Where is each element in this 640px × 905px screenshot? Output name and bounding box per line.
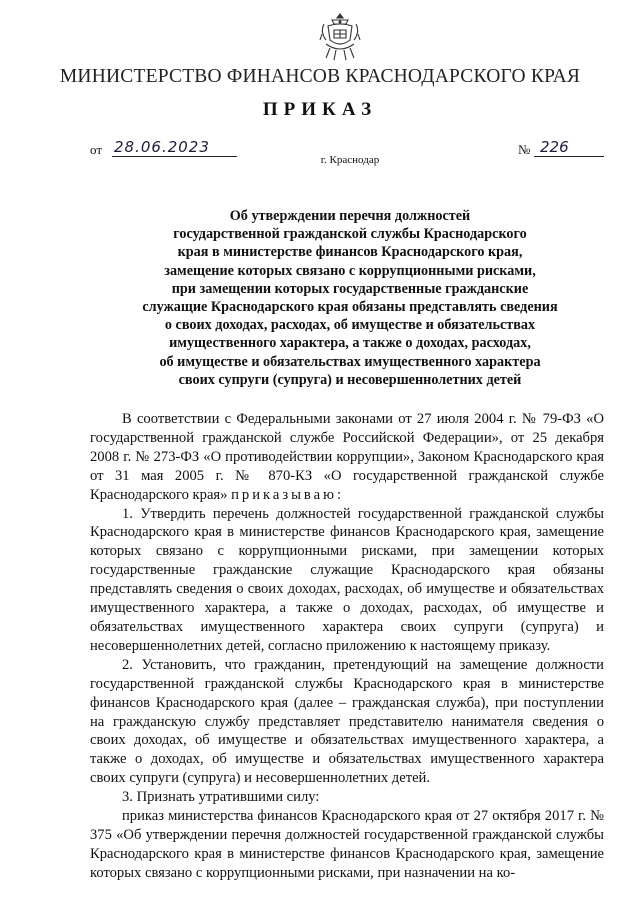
number-prefix: № — [518, 142, 531, 157]
item-2-paragraph: 2. Установить, что гражданин, претендующий на замещение должности государственной гражданской службы Краснодарского края в министерстве финансов Краснодарского края (далее – гражданская служба), при поступлении на гражданскую службу представляет представителю нанимателя сведения о своих доходах, об имуществе и обязательствах имущественного характера, а также о доходах, об имуществе и обязательствах имущественного характера своих супруги (супруга) и несовершеннолетних детей. — [90, 656, 604, 787]
command-word: приказываю: — [231, 486, 345, 503]
document-type-title: ПРИКАЗ — [262, 99, 378, 120]
heading-line: о своих доходах, расходах, об имуществе и обязательствах — [164, 317, 536, 334]
heading-line: Об утверждении перечня должностей — [229, 208, 471, 224]
heading-line: об имуществе и обязательствах имущественного характера — [159, 353, 541, 370]
order-heading — [120, 207, 580, 389]
heading-line: служащие Краснодарского края обязаны представлять сведения — [142, 299, 558, 316]
preamble-paragraph — [90, 410, 604, 505]
heading-line: государственной гражданской службы Краснодарского — [173, 226, 527, 243]
ministry-name: МИНИСТЕРСТВО ФИНАНСОВ КРАСНОДАРСКОГО КРАЯ — [59, 66, 581, 87]
order-body — [90, 410, 604, 883]
heading-line: замещение которых связано с коррупционными рисками, — [164, 262, 536, 279]
coat-of-arms-emblem — [318, 10, 362, 62]
item-1-paragraph: 1. Утвердить перечень должностей государственной гражданской службы Краснодарского края в министерстве финансов Краснодарского края, замещение которых связано с коррупционными рисками, при замещении которых государственные гражданские служащие Краснодарского края обязаны представлять сведения о своих доходах, расходах, об имуществе и обязательствах имущественного характера, а также о доходах, расходах, об имуществе и обязательствах имущественного характера своих супруги (супруга) и несовершеннолетних детей, согласно приложению к настоящему приказу. — [90, 505, 604, 654]
order-date: 28.06.2023 — [112, 138, 237, 157]
heading-line: своих супруги (супруга) и несовершеннолетних детей — [178, 371, 522, 388]
heading-line: имущественного характера, а также о доходах, расходах, — [169, 335, 531, 352]
city-label: г. Краснодар — [320, 154, 380, 166]
item-3-paragraph: 3. Признать утратившими силу: — [122, 789, 320, 806]
order-number: 226 — [534, 138, 604, 157]
preamble-text: В соответствии с Федеральными законами от 27 июля 2004 г. № 79-ФЗ «О государственной гражданской службе Российской Федерации», от 25 декабря 2008 г. № 273-ФЗ «О противодействии коррупции», Законом Краснодарского края от 31 мая 2005 г. № 870-КЗ «О государственной гражданской службе Краснодарского края» — [90, 411, 604, 503]
date-prefix: от — [90, 142, 103, 157]
heading-line: края в министерстве финансов Краснодарского края, — [177, 244, 523, 261]
heading-line: при замещении которых государственные гражданские — [171, 280, 529, 297]
item-3-subparagraph: приказ министерства финансов Краснодарского края от 27 октября 2017 г. № 375 «Об утверждении перечня должностей государственной гражданской службы Краснодарского края в министерстве финансов Краснодарского края, замещение которых связано с коррупционными рисками, при назначении на ко- — [90, 808, 604, 881]
